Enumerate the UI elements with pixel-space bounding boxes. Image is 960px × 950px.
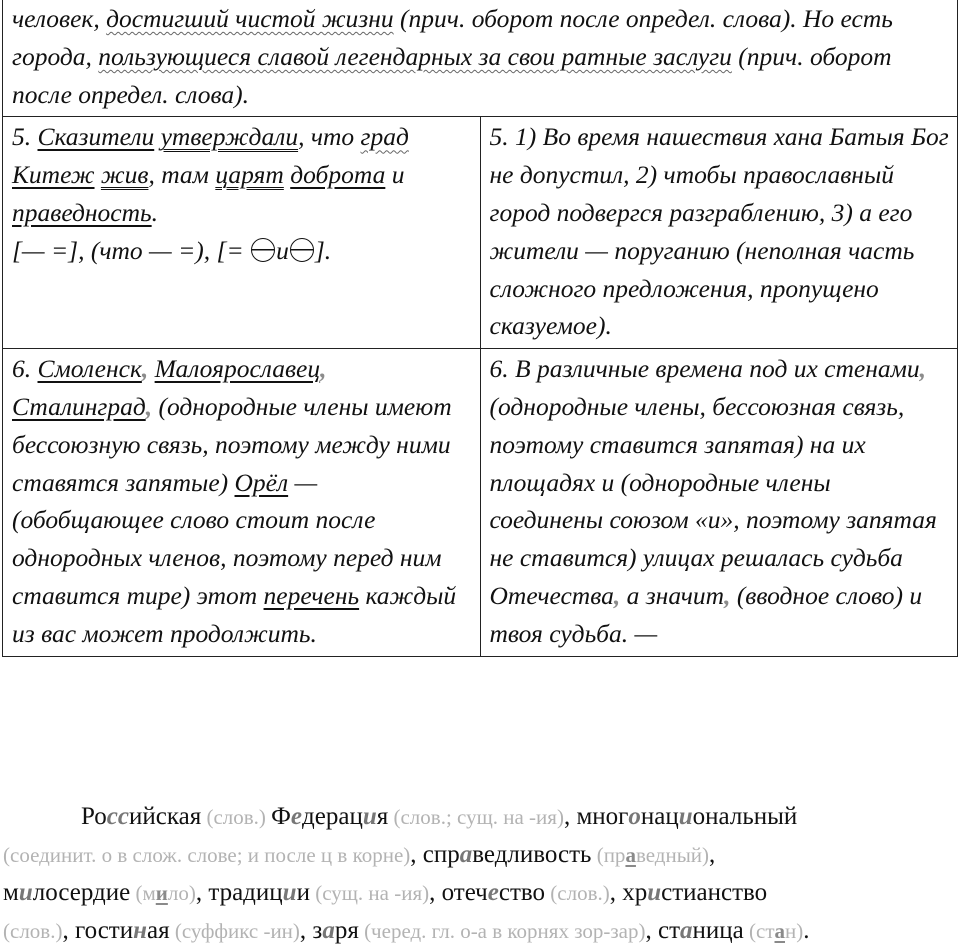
subject: праведность — [12, 197, 152, 227]
highlighted-letter: а — [459, 841, 473, 868]
words-line-3 — [3, 874, 958, 912]
top-row-cell — [3, 0, 958, 117]
row5-right-cell — [480, 117, 958, 349]
spelling-note: (слов.) — [545, 881, 610, 905]
spelling-note: (суффикс -ин) — [169, 919, 300, 943]
spelling-note: (слов.) — [201, 805, 272, 829]
highlighted-letter: и — [282, 879, 297, 906]
table-row-6 — [3, 349, 958, 656]
comma-mark: , — [320, 354, 327, 384]
separator: , — [429, 879, 442, 906]
participial-phrase: достигший чистой жизни — [106, 4, 394, 33]
highlighted-letter: а — [680, 917, 693, 944]
spelling-note: н) — [785, 919, 804, 943]
word-part: ая — [147, 917, 170, 944]
separator: , — [609, 879, 623, 906]
sentence-scheme-end: ]. — [314, 235, 332, 265]
highlighted-letter: и — [18, 879, 33, 906]
attribute: град — [360, 122, 409, 152]
highlighted-letter: и — [647, 879, 662, 906]
table-row-5 — [3, 117, 958, 349]
text: (однородные члены, бессоюзная связь, поэтому ставится запятая) на их площадях и (однородные члены соединены союзом «и», поэтому запятая не ставится) улицах решалась судьба Отечества — [489, 391, 937, 610]
subject: доброта — [290, 160, 386, 190]
comma-mark: , — [145, 391, 153, 421]
text: (прич. оборот после определ. слова). Но есть города, — [12, 4, 893, 71]
highlighted-letter: сс — [106, 803, 129, 830]
answer-text: 5. 1) Во время нашествия хана Батыя Бог не допустил, 2) чтобы православный город подвергся разграблению, 3) а его жители — поруганию (неполная часть сложного предложения, пропущено сказуемое). — [489, 122, 949, 341]
text: каждый из вас может продолжить. — [12, 580, 457, 648]
word-part: ст — [657, 917, 681, 944]
subject: Сказители — [37, 122, 155, 152]
separator: , — [645, 917, 658, 944]
highlighted-letter: н — [133, 917, 147, 944]
highlighted-letter: о — [628, 803, 641, 830]
homogeneous-subject-circle-icon — [251, 238, 275, 262]
row6-left-cell — [3, 349, 481, 656]
comma-mark: , — [724, 580, 731, 610]
text: , там — [148, 160, 216, 190]
comma-mark: , — [919, 354, 927, 384]
spelling-note: (черед. гл. о-а в корнях зор-зар) — [358, 919, 646, 943]
homogeneous-member: Смоленск — [37, 354, 142, 384]
answers-table — [2, 0, 958, 657]
word-part: гости — [74, 917, 134, 944]
word-part: я — [376, 803, 389, 830]
text: а значит — [620, 580, 725, 610]
highlighted-letter: и — [155, 881, 168, 905]
word-part: ведливость — [472, 841, 592, 868]
spelling-note: ло) — [167, 881, 196, 905]
spelling-note: (слов.) — [3, 919, 63, 943]
separator: , — [709, 841, 716, 868]
spelling-note: (ст — [743, 919, 775, 943]
highlighted-letter: а — [774, 919, 785, 943]
spelling-note: (слов.; сущ. на -ия) — [388, 805, 564, 829]
separator: , — [410, 841, 423, 868]
homogeneous-member: Орёл — [234, 467, 289, 497]
word-part: хр — [622, 879, 648, 906]
item-number: 5. — [12, 122, 38, 152]
word-part: м — [3, 879, 19, 906]
spelling-note: (м — [130, 881, 156, 905]
word-part: ийская — [128, 803, 202, 830]
predicate: царят — [215, 160, 284, 190]
text: человек, — [12, 4, 107, 33]
spelling-note: (пр — [591, 843, 626, 867]
word-part: мног — [576, 803, 629, 830]
row6-right-cell — [480, 349, 958, 656]
participial-phrase: пользующиеся славой легендарных за свои ратные заслуги — [98, 41, 732, 71]
highlighted-letter: а — [625, 843, 636, 867]
word-part: Ро — [81, 803, 107, 830]
spelling-note: ведный) — [635, 843, 710, 867]
highlighted-letter: и — [362, 803, 377, 830]
comma-mark: , — [613, 580, 621, 610]
spelling-words-paragraph — [3, 798, 958, 950]
homogeneous-member: Малоярославец — [154, 354, 321, 384]
word-part: ря — [334, 917, 359, 944]
words-line-2 — [3, 836, 958, 874]
word-part: традиц — [208, 879, 283, 906]
text: — (обобщающее слово стоит после однородных членов, поэтому перед ним ставится тире) этот — [12, 467, 442, 610]
separator: , — [195, 879, 209, 906]
item-number: 6. — [12, 354, 38, 384]
word-part: ональный — [692, 803, 798, 830]
homogeneous-member: Сталинград — [12, 391, 146, 421]
separator: , — [62, 917, 75, 944]
comma-mark: , — [141, 354, 149, 384]
predicate: утверждали — [160, 122, 299, 152]
word-part: дерац — [302, 803, 363, 830]
text: и — [385, 160, 405, 190]
highlighted-letter: е — [290, 803, 303, 830]
word-part: ство — [498, 879, 546, 906]
words-line-4 — [3, 912, 958, 950]
scheme-conjunction: и — [276, 235, 289, 265]
word-part: спр — [422, 841, 460, 868]
sentence-scheme: [— =], (что — =), [= — [12, 235, 251, 265]
separator: , — [563, 803, 577, 830]
text: , что — [298, 122, 361, 152]
word-part: ница — [692, 917, 744, 944]
highlighted-letter: и — [678, 803, 693, 830]
text: (вводное слово) и твоя судьба. — — [489, 580, 923, 648]
homogeneous-subject-circle-icon — [290, 238, 314, 262]
table-row-top — [3, 0, 958, 117]
generalizing-word: перечень — [263, 580, 360, 610]
text: 6. В различные времена под их стенами — [489, 354, 920, 384]
separator: . — [803, 917, 810, 944]
word-part: лосердие — [32, 879, 131, 906]
text: (прич. оборот после определ. слова). — [12, 41, 892, 109]
word-part: стианство — [661, 879, 768, 906]
separator: , — [299, 917, 313, 944]
spelling-note: (соединит. о в слож. слове; и после ц в корне) — [3, 843, 411, 867]
word-part: и — [296, 879, 310, 906]
word-part: отеч — [441, 879, 488, 906]
predicate: жив — [100, 160, 149, 190]
word-part: з — [312, 917, 323, 944]
word-part: Ф — [271, 803, 291, 830]
words-line-1 — [3, 798, 958, 836]
highlighted-letter: е — [487, 879, 499, 906]
text: . — [151, 197, 159, 227]
highlighted-letter: а — [322, 917, 335, 944]
row5-left-cell — [3, 117, 481, 349]
spelling-note: (сущ. на -ия) — [309, 881, 430, 905]
subject: Китеж — [12, 160, 95, 190]
text: (однородные члены имеют бессоюзную связь, поэтому между ними ставятся запятые) — [12, 391, 452, 497]
word-part: нац — [640, 803, 679, 830]
